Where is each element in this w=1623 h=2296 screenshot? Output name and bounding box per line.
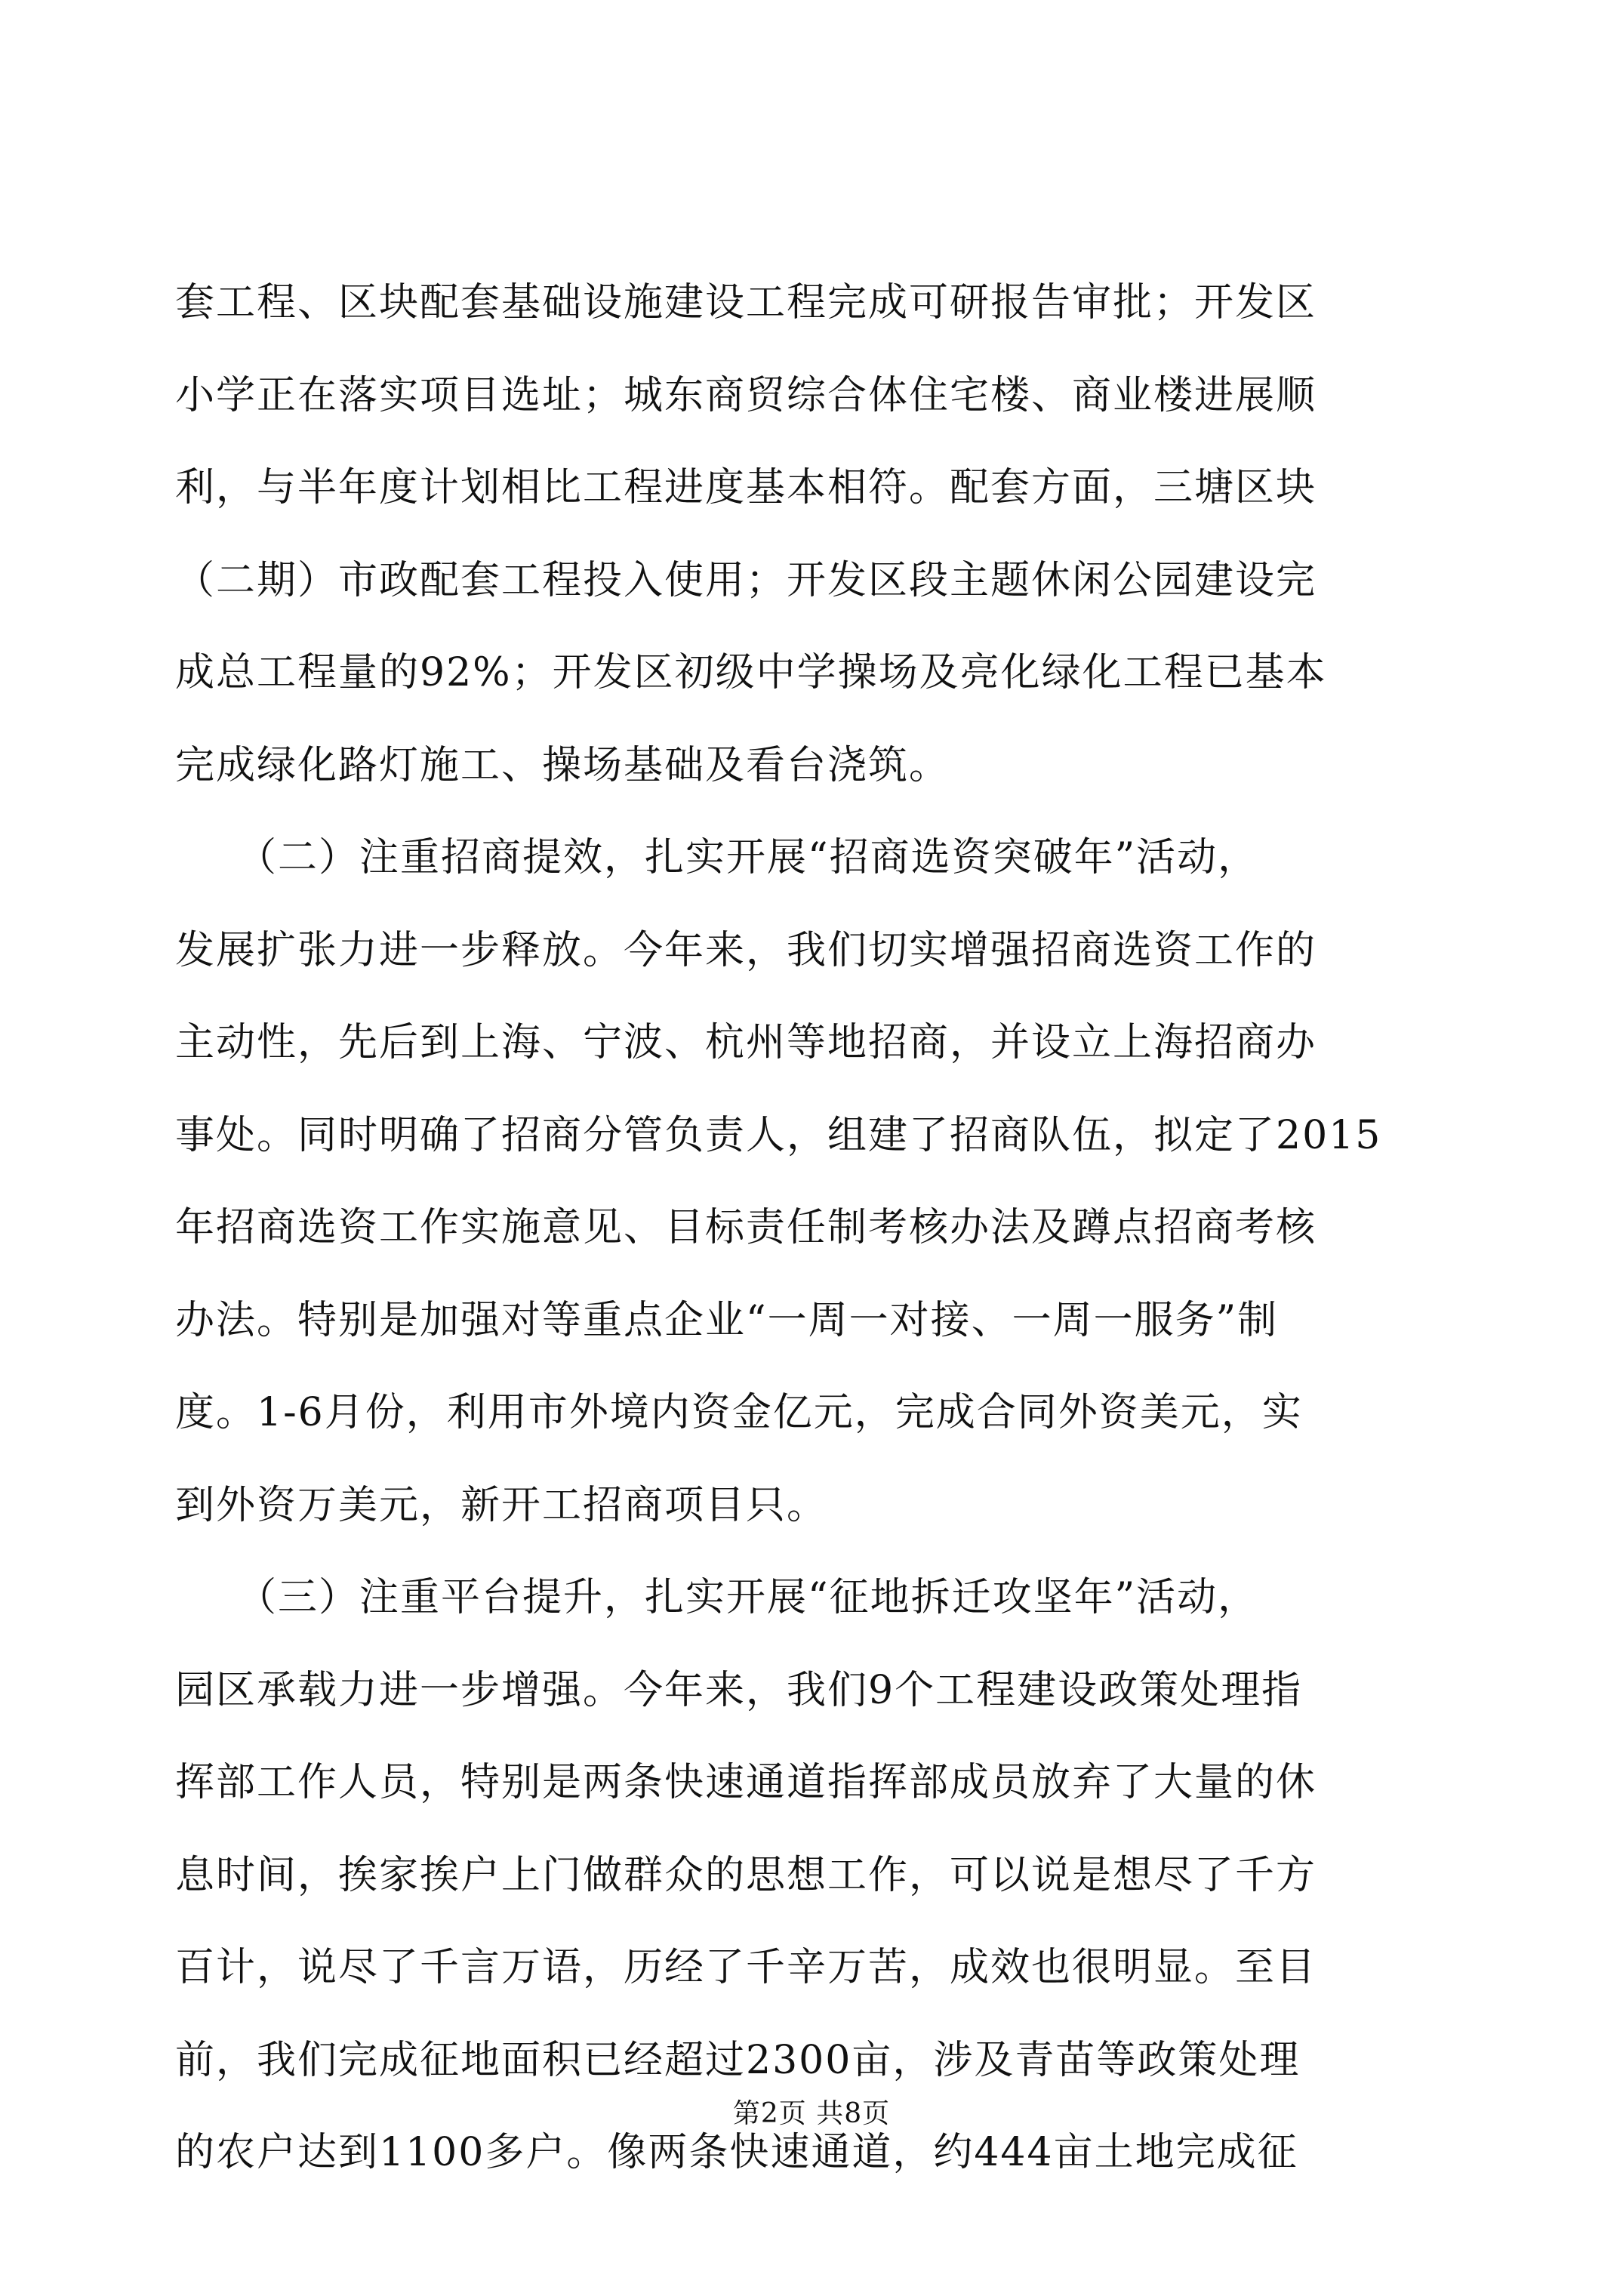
text-line: （三）注重平台提升，扎实开展“征地拆迁攻坚年”活动，	[175, 1575, 1259, 1620]
text-line: 小学正在落实项目选址；城东商贸综合体住宅楼、商业楼进展顺	[175, 372, 1317, 418]
text-line: （二）注重招商提效，扎实开展“招商选资突破年”活动，	[175, 835, 1259, 880]
text-line: 事处。同时明确了招商分管负责人，组建了招商队伍，拟定了2015	[175, 1112, 1382, 1158]
text-line: 息时间，挨家挨户上门做群众的思想工作，可以说是想尽了千方	[175, 1852, 1317, 1898]
text-line: 年招商选资工作实施意见、目标责任制考核办法及蹲点招商考核	[175, 1205, 1317, 1250]
page-number: 第2页 共8页	[732, 2098, 891, 2129]
text-line: 完成绿化路灯施工、操场基础及看台浇筑。	[175, 742, 950, 788]
text-line: 成总工程量的92%；开发区初级中学操场及亮化绿化工程已基本	[175, 650, 1327, 695]
page-footer	[0, 2096, 1623, 2132]
document-body	[175, 257, 1443, 2199]
text-line: 前，我们完成征地面积已经超过2300亩，涉及青苗等政策处理	[175, 2037, 1301, 2083]
text-line: （二期）市政配套工程投入使用；开发区段主题休闲公园建设完	[175, 557, 1317, 603]
text-line: 的农户达到1100多户。像两条快速通道，约444亩土地完成征	[175, 2130, 1298, 2175]
text-line: 度。1-6月份，利用市外境内资金亿元，完成合同外资美元，实	[175, 1390, 1303, 1435]
text-line: 挥部工作人员，特别是两条快速通道指挥部成员放弃了大量的休	[175, 1760, 1317, 1805]
text-line: 到外资万美元，新开工招商项目只。	[175, 1482, 828, 1528]
text-line: 利，与半年度计划相比工程进度基本相符。配套方面，三塘区块	[175, 465, 1317, 510]
text-line: 套工程、区块配套基础设施建设工程完成可研报告审批；开发区	[175, 280, 1317, 325]
text-line: 办法。特别是加强对等重点企业“一周一对接、一周一服务”制	[175, 1297, 1279, 1343]
text-line: 园区承载力进一步增强。今年来，我们9个工程建设政策处理指	[175, 1667, 1303, 1713]
text-line: 百计，说尽了千言万语，历经了千辛万苦，成效也很明显。至目	[175, 1945, 1317, 1990]
text-line: 主动性，先后到上海、宁波、杭州等地招商，并设立上海招商办	[175, 1020, 1317, 1065]
text-line: 发展扩张力进一步释放。今年来，我们切实增强招商选资工作的	[175, 927, 1317, 973]
